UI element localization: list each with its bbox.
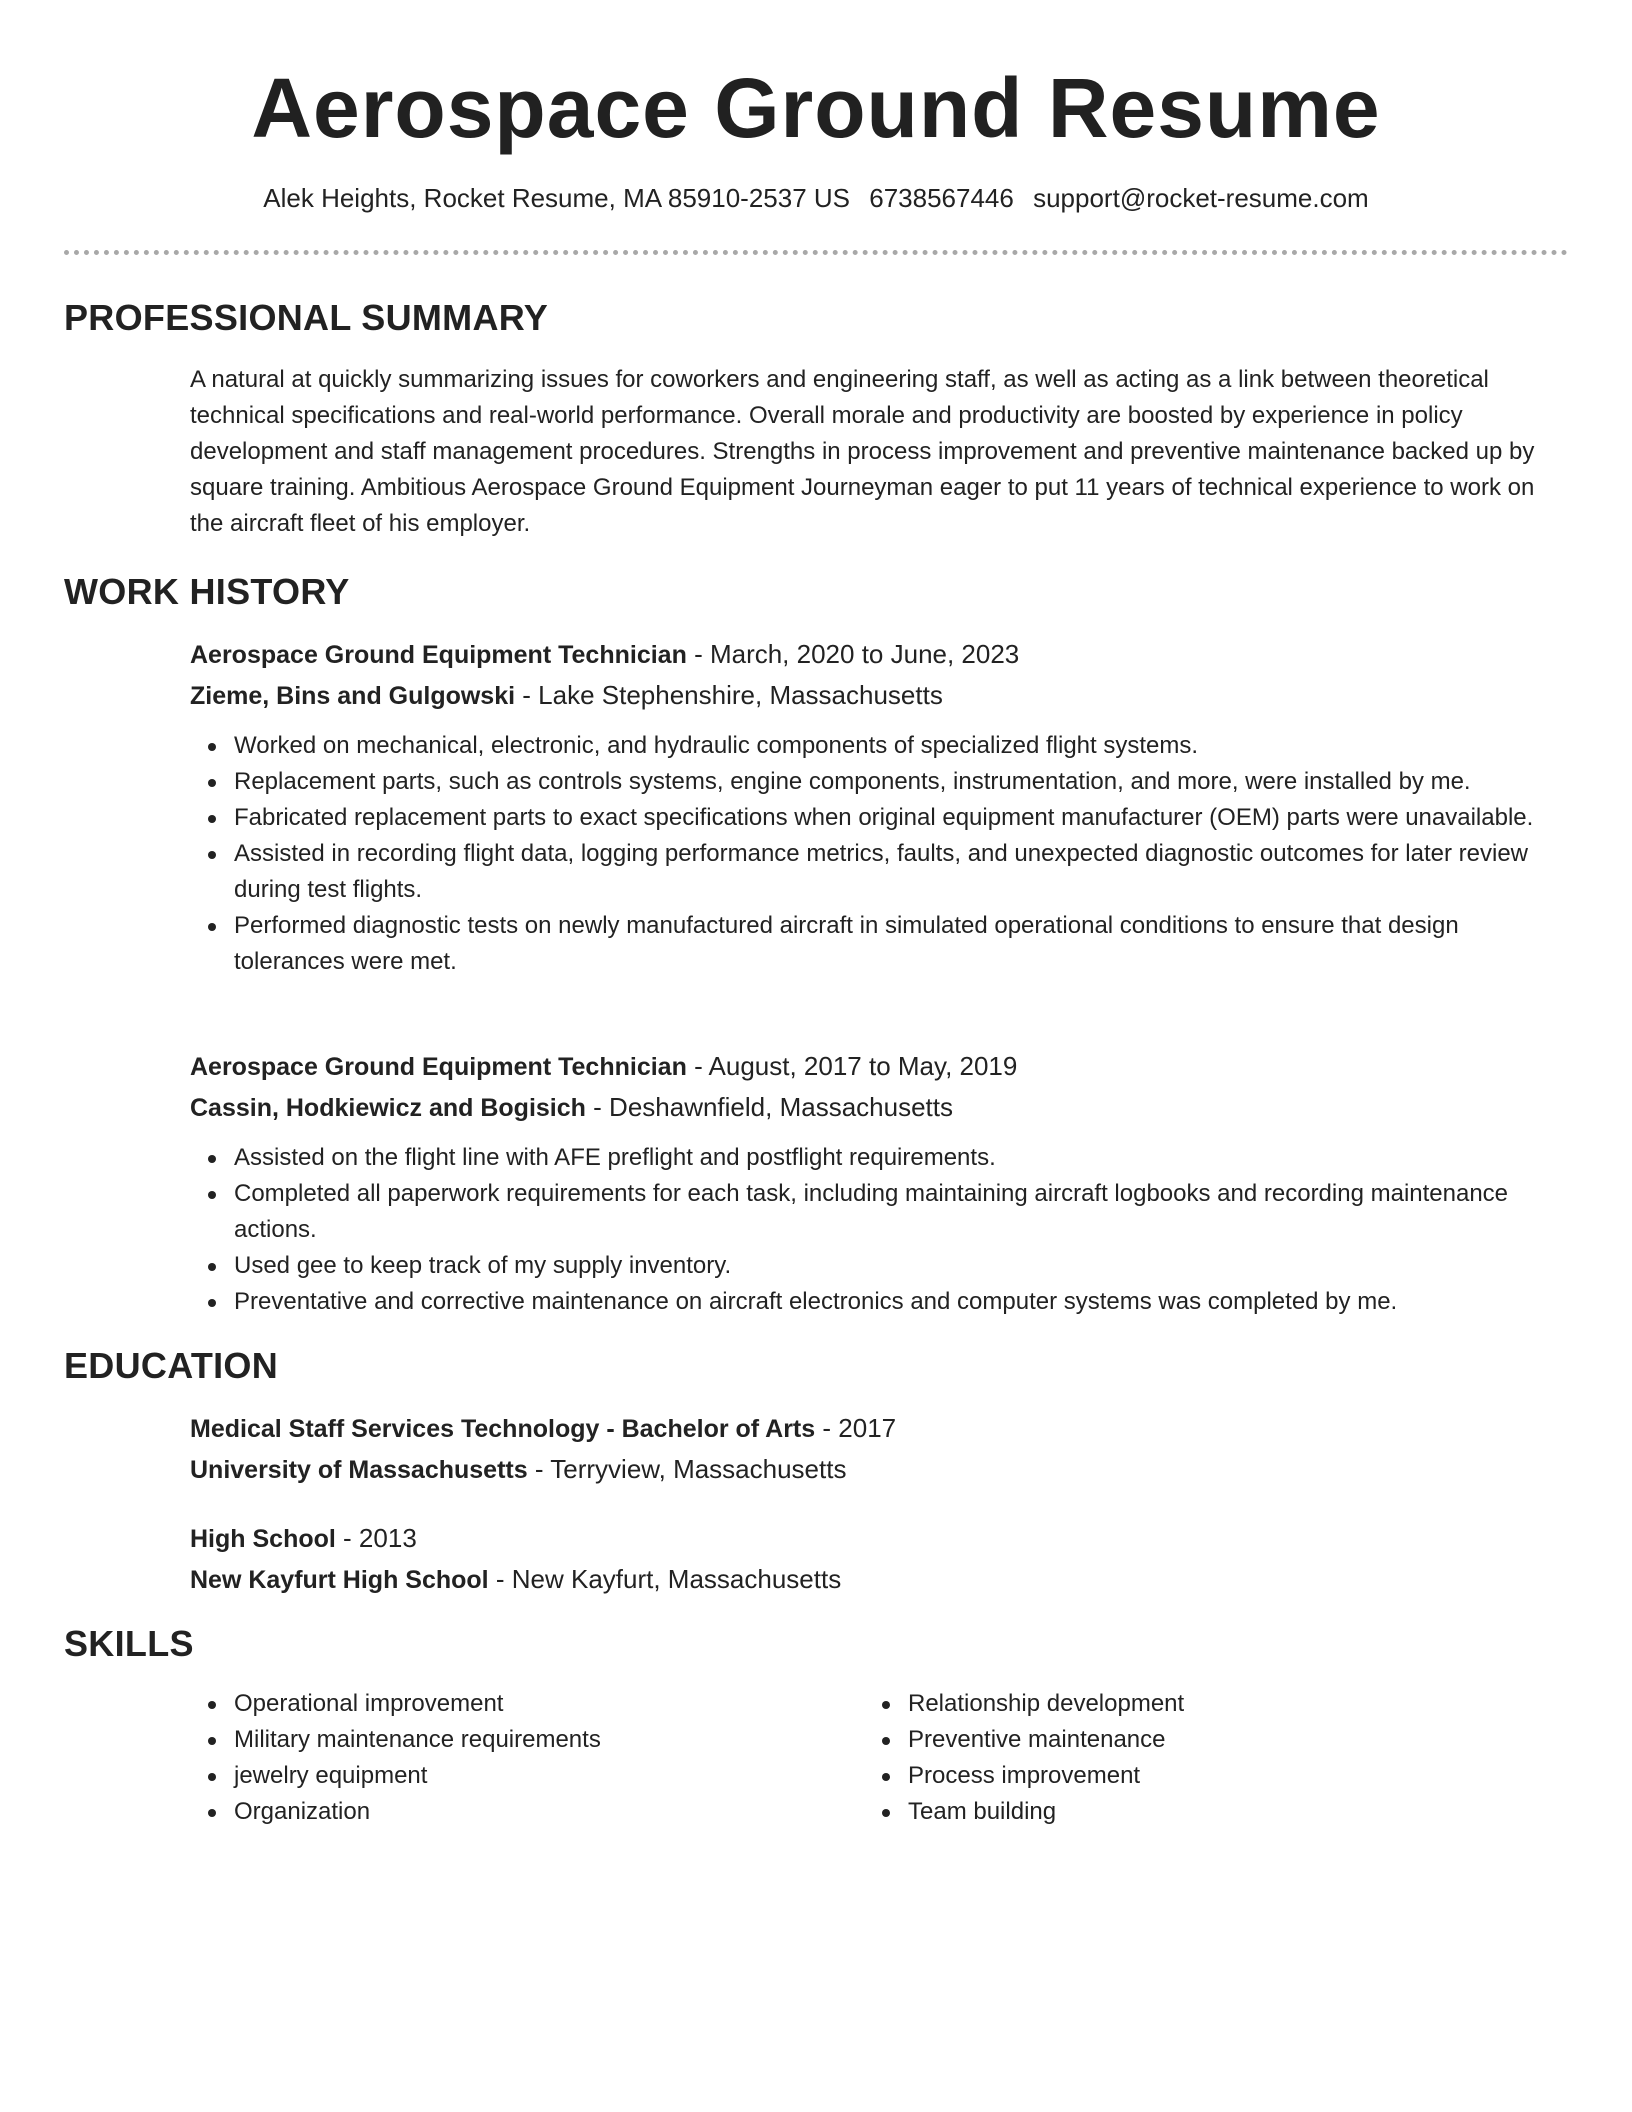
list-item: Fabricated replacement parts to exact specifications when original equipment manufacturer (OEM) parts were unavailable. xyxy=(190,800,1570,836)
job-location: - Lake Stephenshire, Massachusetts xyxy=(515,680,943,710)
degree-line xyxy=(190,1408,1570,1449)
skills-list-right xyxy=(864,1686,1524,1830)
job-entry xyxy=(190,1046,1570,1320)
list-item: Team building xyxy=(864,1794,1524,1830)
summary-text: A natural at quickly summarizing issues for coworkers and engineering staff, as well as acting as a link between theoretical technical specifications and real-world performance. Overall morale and productivity are boosted by experience in policy development and staff management procedures. Strengths in process improvement and preventive maintenance backed up by square training. Ambitious Aerospace Ground Equipment Journeyman eager to put 11 years of technical experience to work on the aircraft fleet of his employer. xyxy=(190,366,1535,537)
section-title-summary: PROFESSIONAL SUMMARY xyxy=(64,297,549,338)
skills-list-left xyxy=(190,1686,850,1830)
job-dates: - August, 2017 to May, 2019 xyxy=(686,1051,1018,1081)
skills-block xyxy=(190,1686,1570,1836)
resume-title: Aerospace Ground Resume xyxy=(251,61,1381,155)
section-title-work: WORK HISTORY xyxy=(64,571,350,612)
degree-line xyxy=(190,1518,1570,1559)
job-role: Aerospace Ground Equipment Technician xyxy=(190,641,687,669)
school-location: - Terryview, Massachusetts xyxy=(527,1454,847,1484)
job-role: Aerospace Ground Equipment Technician xyxy=(190,1053,687,1081)
list-item: Replacement parts, such as controls systems, engine components, instrumentation, and more, were installed by me. xyxy=(190,764,1570,800)
degree: High School xyxy=(190,1525,336,1553)
list-item: Operational improvement xyxy=(190,1686,850,1722)
job-role-line xyxy=(190,634,1570,675)
list-item: Performed diagnostic tests on newly manufactured aircraft in simulated operational conditions to ensure that design tolerances were met. xyxy=(190,908,1570,980)
school-location: - New Kayfurt, Massachusetts xyxy=(488,1564,842,1594)
list-item: Preventative and corrective maintenance on aircraft electronics and computer systems was completed by me. xyxy=(190,1284,1570,1320)
header-divider xyxy=(64,250,1568,255)
school: New Kayfurt High School xyxy=(190,1566,489,1594)
list-item: Military maintenance requirements xyxy=(190,1722,850,1758)
list-item: Assisted on the flight line with AFE preflight and postflight requirements. xyxy=(190,1140,1570,1176)
list-item: Preventive maintenance xyxy=(864,1722,1524,1758)
section-title-skills: SKILLS xyxy=(64,1623,194,1664)
degree: Medical Staff Services Technology - Bachelor of Arts xyxy=(190,1415,816,1443)
school-line xyxy=(190,1559,1570,1600)
job-company: Zieme, Bins and Gulgowski xyxy=(190,682,516,710)
education-entry xyxy=(190,1518,1570,1600)
list-item: jewelry equipment xyxy=(190,1758,850,1794)
school-line xyxy=(190,1449,1570,1490)
job-company-line xyxy=(190,675,1570,716)
degree-year: - 2017 xyxy=(815,1413,897,1443)
job-role-line xyxy=(190,1046,1570,1087)
degree-year: - 2013 xyxy=(335,1523,417,1553)
contact-phone: 6738567446 xyxy=(869,183,1014,213)
summary-block xyxy=(190,362,1550,542)
contact-line xyxy=(0,180,1632,216)
list-item: Used gee to keep track of my supply inventory. xyxy=(190,1248,1570,1284)
education-entry xyxy=(190,1408,1570,1490)
job-dates: - March, 2020 to June, 2023 xyxy=(686,639,1020,669)
list-item: Relationship development xyxy=(864,1686,1524,1722)
job-location: - Deshawnfield, Massachusetts xyxy=(585,1092,953,1122)
job-bullets xyxy=(190,728,1570,980)
section-title-education: EDUCATION xyxy=(64,1345,279,1386)
job-bullets xyxy=(190,1140,1570,1320)
contact-email: support@rocket-resume.com xyxy=(1033,183,1369,213)
job-company: Cassin, Hodkiewicz and Bogisich xyxy=(190,1094,586,1122)
list-item: Worked on mechanical, electronic, and hydraulic components of specialized flight systems. xyxy=(190,728,1570,764)
list-item: Completed all paperwork requirements for each task, including maintaining aircraft logbooks and recording maintenance actions. xyxy=(190,1176,1570,1248)
list-item: Process improvement xyxy=(864,1758,1524,1794)
list-item: Assisted in recording flight data, logging performance metrics, faults, and unexpected diagnostic outcomes for later review during test flights. xyxy=(190,836,1570,908)
school: University of Massachusetts xyxy=(190,1456,528,1484)
contact-address: Alek Heights, Rocket Resume, MA 85910-2537 US xyxy=(263,183,851,213)
list-item: Organization xyxy=(190,1794,850,1830)
job-company-line xyxy=(190,1087,1570,1128)
job-entry xyxy=(190,634,1570,980)
